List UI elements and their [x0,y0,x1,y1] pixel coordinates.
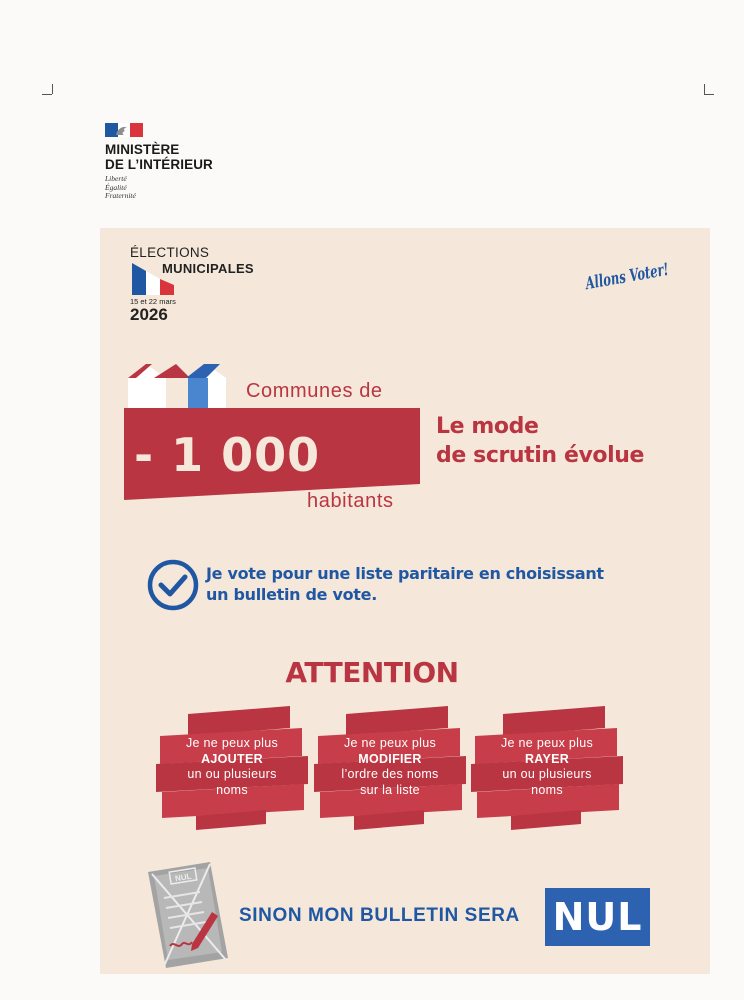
warning-line4: sur la liste [360,782,420,797]
ministry-name-line2: DE L’INTÉRIEUR [105,157,213,172]
population-threshold: - 1 000 [134,428,321,482]
crop-mark-right-h [704,94,714,95]
warning-line3: l’ordre des noms [341,767,439,781]
warning-line1: Je ne peux plus [185,736,279,750]
election-year: 2026 [130,305,168,324]
municipales-label: MUNICIPALES [162,261,254,276]
warning-verb: MODIFIER [358,751,422,766]
warning-line4: noms [216,782,248,797]
warning-line3: un ou plusieurs [502,767,592,781]
communes-de-text: Communes de [246,380,383,402]
vote-rule-line2: un bulletin de vote. [206,585,377,604]
attention-title: ATTENTION [285,656,459,689]
warning-text-modify [312,736,468,798]
warning-line1: Je ne peux plus [500,736,594,750]
ministry-name-line1: MINISTÈRE [105,142,180,157]
ministry-name [105,142,213,172]
warning-ribbon-modify [312,706,468,826]
crop-mark-left-v [52,84,53,94]
allons-voter-logo [580,244,710,304]
nul-badge: NUL [545,888,650,946]
headline [436,412,644,470]
warning-verb: RAYER [524,751,570,766]
motto-fraternite: Fraternité [105,191,136,201]
vote-rule-text [206,563,604,605]
vote-rule-line1: Je vote pour une liste paritaire en choisissant [206,564,604,583]
republic-motto [105,175,136,201]
election-dates: 15 et 22 mars [130,297,176,306]
crop-mark-left-h [42,94,52,95]
warning-text-strike [469,736,625,798]
warning-line1: Je ne peux plus [343,736,437,750]
headline-line2: de scrutin évolue [436,443,645,468]
warning-line3: un ou plusieurs [187,767,277,781]
warning-verb: AJOUTER [201,751,263,766]
warning-ribbon-add [154,706,310,826]
ballot-nul-label: NUL [174,871,193,884]
motto-liberte: Liberté [105,174,127,183]
warning-ribbon-strike [469,706,625,826]
elections-label: ÉLECTIONS [130,245,210,260]
crossed-ballot-icon [148,862,228,968]
crop-mark-right-v [704,84,705,94]
marianne-logo [105,123,143,137]
footer-warning-text: SINON MON BULLETIN SERA [239,905,520,926]
motto-egalite: Égalité [105,182,127,192]
check-circle-icon [147,559,199,611]
allons-voter-text: Allons Voter! [584,253,710,295]
headline-line1: Le mode [436,414,539,439]
warning-text-add [154,736,310,798]
warning-line4: noms [531,782,563,797]
habitants-text: habitants [307,490,394,512]
